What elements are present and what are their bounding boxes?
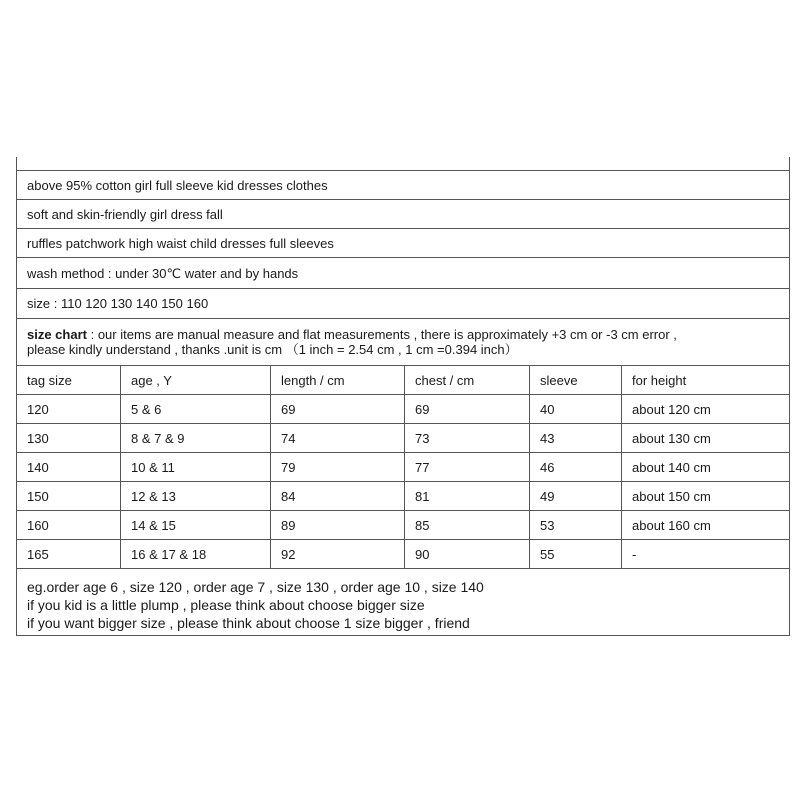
cell-tag-size: 130 bbox=[17, 424, 121, 452]
material-text: above 95% cotton girl full sleeve kid dresses clothes bbox=[27, 177, 328, 193]
cell-chest: 77 bbox=[405, 453, 530, 481]
cell-chest: 73 bbox=[405, 424, 530, 452]
size-chart-note-line-2: please kindly understand , thanks .unit is cm （1 inch = 2.54 cm , 1 cm =0.394 inch） bbox=[27, 342, 518, 357]
wash-method-row bbox=[17, 258, 789, 289]
cell-age: 14 & 15 bbox=[121, 511, 271, 539]
cell-tag-size: 120 bbox=[17, 395, 121, 423]
material-row bbox=[17, 171, 789, 200]
table-row bbox=[17, 424, 789, 453]
size-chart-label: size chart bbox=[27, 327, 87, 342]
cell-sleeve: 53 bbox=[530, 511, 622, 539]
cell-sleeve: 46 bbox=[530, 453, 622, 481]
cell-length: 84 bbox=[271, 482, 405, 510]
cell-age: 12 & 13 bbox=[121, 482, 271, 510]
cell-tag-size: 160 bbox=[17, 511, 121, 539]
cell-length: 92 bbox=[271, 540, 405, 568]
size-chart-note-text: : our items are manual measure and flat measurements , there is approximately +3 cm or -3 cm error , bbox=[86, 327, 677, 342]
comfort-text: soft and skin-friendly girl dress fall bbox=[27, 206, 223, 222]
cell-tag-size: 165 bbox=[17, 540, 121, 568]
style-row bbox=[17, 229, 789, 258]
cell-chest: 90 bbox=[405, 540, 530, 568]
table-row bbox=[17, 395, 789, 424]
cell-age: 8 & 7 & 9 bbox=[121, 424, 271, 452]
cell-chest: 85 bbox=[405, 511, 530, 539]
cell-chest: 81 bbox=[405, 482, 530, 510]
cell-sleeve: 49 bbox=[530, 482, 622, 510]
size-chart-note-line-1 bbox=[27, 327, 789, 342]
top-empty-row bbox=[17, 157, 789, 171]
order-advice-note bbox=[17, 569, 789, 635]
table-row bbox=[17, 453, 789, 482]
cell-age: 5 & 6 bbox=[121, 395, 271, 423]
sizes-text: size : 110 120 130 140 150 160 bbox=[27, 296, 209, 311]
sizes-row bbox=[17, 289, 789, 319]
cell-for-height: about 150 cm bbox=[632, 488, 711, 504]
header-chest: chest / cm bbox=[405, 366, 530, 394]
cell-sleeve: 55 bbox=[530, 540, 622, 568]
cell-for-height: about 140 cm bbox=[632, 459, 711, 475]
table-header-row bbox=[17, 366, 789, 395]
header-for-height: for height bbox=[632, 372, 687, 388]
comfort-row bbox=[17, 200, 789, 229]
cell-length: 89 bbox=[271, 511, 405, 539]
wash-method-text: wash method : under 30℃ water and by hands bbox=[27, 265, 299, 281]
header-length: length / cm bbox=[271, 366, 405, 394]
cell-sleeve: 40 bbox=[530, 395, 622, 423]
size-chart-note bbox=[17, 319, 789, 366]
style-text: ruffles patchwork high waist child dresses full sleeves bbox=[27, 235, 334, 251]
cell-age: 10 & 11 bbox=[121, 453, 271, 481]
cell-for-height: about 120 cm bbox=[632, 401, 711, 417]
cell-tag-size: 140 bbox=[17, 453, 121, 481]
header-age: age , Y bbox=[121, 366, 271, 394]
header-tag-size: tag size bbox=[17, 366, 121, 394]
table-row bbox=[17, 511, 789, 540]
order-example-text: eg.order age 6 , size 120 , order age 7 , size 130 , order age 10 , size 140 bbox=[27, 579, 484, 595]
cell-for-height: about 160 cm bbox=[632, 517, 711, 533]
cell-for-height: - bbox=[632, 546, 637, 562]
cell-for-height: about 130 cm bbox=[632, 430, 711, 446]
cell-age: 16 & 17 & 18 bbox=[121, 540, 271, 568]
cell-sleeve: 43 bbox=[530, 424, 622, 452]
cell-length: 69 bbox=[271, 395, 405, 423]
header-sleeve: sleeve bbox=[530, 366, 622, 394]
table-row bbox=[17, 540, 789, 569]
cell-chest: 69 bbox=[405, 395, 530, 423]
plump-advice-text: if you kid is a little plump , please think about choose bigger size bbox=[27, 597, 425, 613]
table-row bbox=[17, 482, 789, 511]
cell-tag-size: 150 bbox=[17, 482, 121, 510]
cell-length: 79 bbox=[271, 453, 405, 481]
bigger-size-advice-text: if you want bigger size , please think about choose 1 size bigger , friend bbox=[27, 615, 470, 631]
size-chart-document bbox=[16, 157, 790, 636]
cell-length: 74 bbox=[271, 424, 405, 452]
